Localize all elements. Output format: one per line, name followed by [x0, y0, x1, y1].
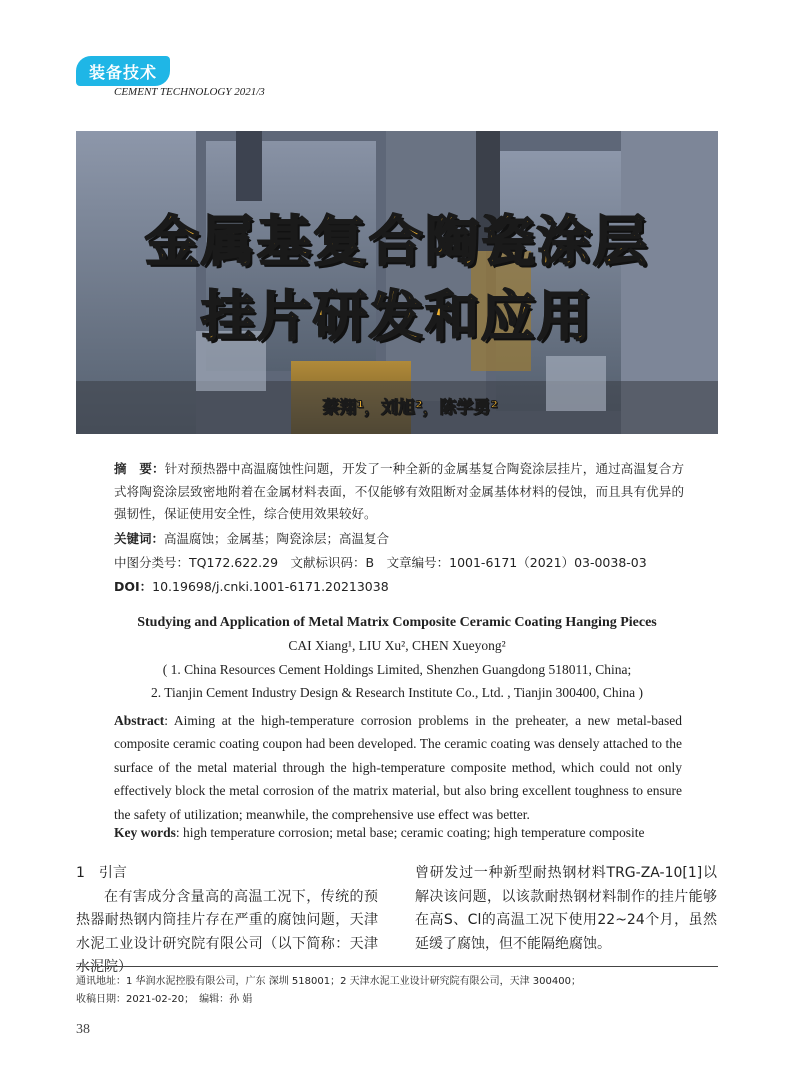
journal-running-header: CEMENT TECHNOLOGY 2021/3	[114, 86, 265, 98]
english-affiliation-2: 2. Tianjin Cement Industry Design & Research Institute Co., Ltd. , Tianjin 300400, China )	[151, 685, 643, 700]
english-abstract-label: Abstract	[114, 713, 165, 728]
received-footnote: 收稿日期：2021-02-20； 编辑：孙 娟	[76, 994, 253, 1005]
hero-title-line2: 挂片研发和应用	[201, 285, 593, 348]
correspondence-footnote: 通讯地址：1 华润水泥控股有限公司，广东 深圳 518001；2 天津水泥工业设计研究院有限公司，天津 300400；	[76, 976, 581, 987]
english-abstract	[114, 709, 682, 826]
keywords-cn	[114, 529, 389, 547]
hero-image	[76, 131, 718, 434]
keywords-cn-text: 高温腐蚀；金属基；陶瓷涂层；高温复合	[164, 531, 390, 546]
body-column-left	[76, 862, 378, 980]
english-keywords-text: : high temperature corrosion; metal base; ceramic coating; high temperature composite	[175, 825, 645, 840]
english-keywords-label: Key words	[114, 825, 176, 840]
hero-authors: 蔡翔¹，刘旭²，陈学勇²	[322, 398, 498, 418]
chinese-abstract-label: 摘 要：	[114, 461, 165, 476]
english-abstract-text: : Aiming at the high-temperature corrosion problems in the preheater, a new metal-based composite ceramic coating coupon had been developed. The ceramic coating was densely attached to the surface of the metal material through the high-temperature composite method, which could not only effectively block the metal corrosion of the matrix material, but also bring excellent toughness to ensure the safety of utilization; meanwhile, the comprehensive use effect was better.	[114, 713, 682, 822]
doi-line	[114, 577, 389, 595]
english-keywords	[114, 825, 644, 841]
english-title: Studying and Application of Metal Matrix Composite Ceramic Coating Hanging Pieces	[137, 615, 657, 630]
keywords-cn-label: 关键词：	[114, 531, 165, 546]
hero-title-line1: 金属基复合陶瓷涂层	[145, 210, 649, 273]
doi-label: DOI：	[114, 579, 153, 594]
chinese-abstract	[114, 458, 684, 526]
page-number: 38	[76, 1022, 90, 1037]
english-affiliation-1: ( 1. China Resources Cement Holdings Limited, Shenzhen Guangdong 518011, China;	[162, 662, 632, 677]
classification-line: 中图分类号：TQ172.622.29 文献标识码：B 文章编号：1001-6171（2021）03-0038-03	[114, 555, 647, 570]
chinese-abstract-text: 针对预热器中高温腐蚀性问题，开发了一种全新的金属基复合陶瓷涂层挂片，通过高温复合方式将陶瓷涂层致密地附着在金属材料表面，不仅能够有效阻断对金属基体材料的侵蚀，而且具有优异的强韧性，保证使用安全性，综合使用效果较好。	[114, 461, 684, 521]
body-paragraph-right: 曾研发过一种新型耐热钢材料TRG-ZA-10[1]以解决该问题，以该款耐热钢材料制作的挂片能够在高S、Cl的高温工况下使用22~24个月，虽然延缓了腐蚀，但不能隔绝腐蚀。	[415, 865, 717, 952]
section-tag: 装备技术	[76, 56, 170, 86]
body-column-right	[415, 862, 717, 956]
doi-value: 10.19698/j.cnki.1001-6171.20213038	[152, 579, 389, 594]
footnote-divider	[76, 966, 718, 967]
body-paragraph-left: 在有害成分含量高的高温工况下，传统的预热器耐热钢内筒挂片存在严重的腐蚀问题，天津水泥工业设计研究院有限公司（以下简称：天津水泥院）	[76, 888, 378, 975]
english-authors: CAI Xiang¹, LIU Xu², CHEN Xueyong²	[288, 638, 506, 653]
section-heading: 1 引言	[76, 865, 127, 881]
